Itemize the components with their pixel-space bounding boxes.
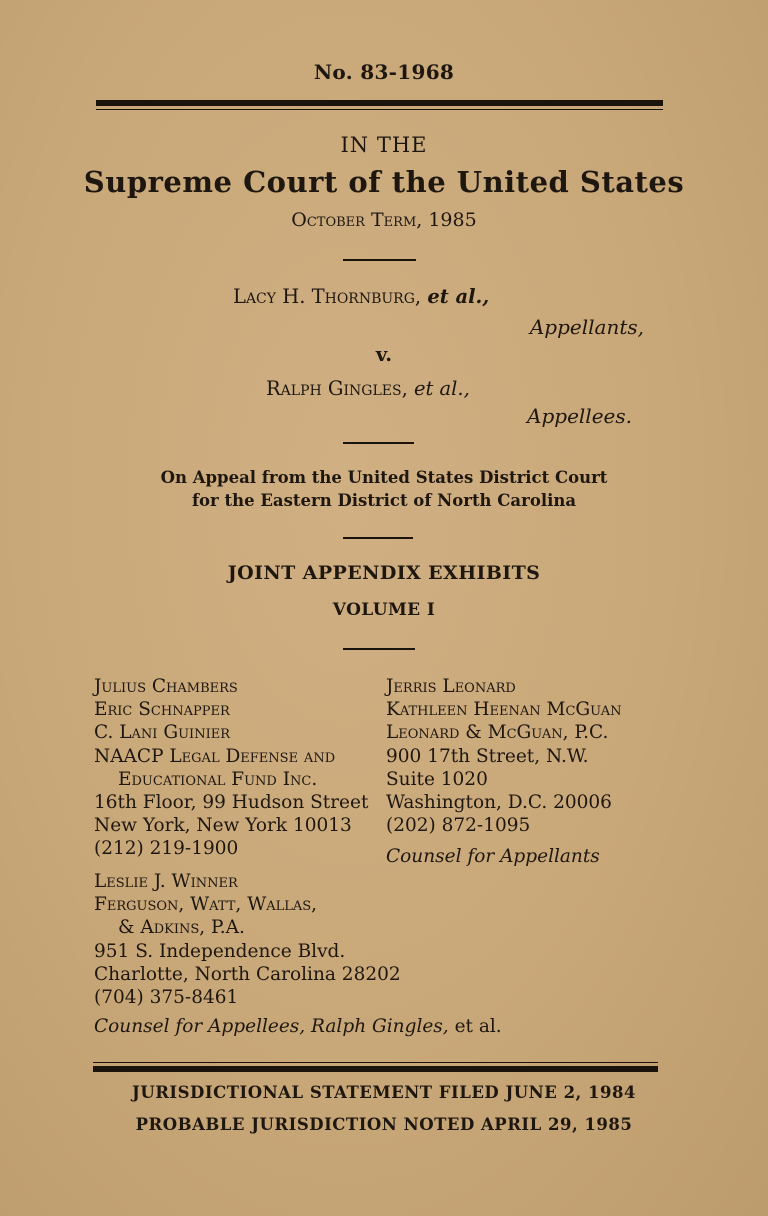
phone-number: (704) 375-8461 xyxy=(94,986,239,1008)
top-thin-rule xyxy=(96,109,663,110)
phone-number: (212) 219-1900 xyxy=(94,838,239,860)
court-name: Supreme Court of the United States xyxy=(83,165,685,199)
divider-2 xyxy=(343,442,414,444)
term: October Term, 1985 xyxy=(291,209,477,231)
appellees-role: Appellees. xyxy=(527,404,632,428)
firm-name: Ferguson, Watt, Wallas, xyxy=(94,894,318,916)
address-line: New York, New York 10013 xyxy=(94,815,352,837)
attorney-name: Kathleen Heenan McGuan xyxy=(386,699,622,721)
counsel-for-appellees xyxy=(94,1016,502,1037)
appellees-counsel-block-2 xyxy=(94,870,401,1009)
appellee-name: Ralph Gingles, xyxy=(266,377,408,400)
appellants-counsel-block xyxy=(386,675,622,837)
appellant-line xyxy=(233,285,489,308)
firm-name: & Adkins, P.A. xyxy=(118,917,245,939)
probable-jurisdiction-noted: PROBABLE JURISDICTION NOTED APRIL 29, 1985 xyxy=(135,1115,633,1134)
appeal-statement xyxy=(0,466,768,512)
attorney-name: C. Lani Guinier xyxy=(94,722,230,744)
in-the-line: IN THE xyxy=(340,133,428,157)
counsel-for-appellees-etal: et al. xyxy=(454,1016,502,1037)
counsel-for-appellees-label: Counsel for Appellees, Ralph Gingles, xyxy=(94,1016,449,1037)
attorney-name: Jerris Leonard xyxy=(386,676,516,697)
bottom-thin-rule xyxy=(93,1062,658,1063)
versus: v. xyxy=(375,343,393,366)
organization-name: NAACP Legal Defense and xyxy=(94,745,336,767)
address-line: Charlotte, North Carolina 28202 xyxy=(94,963,401,985)
top-thick-rule xyxy=(96,100,663,106)
appellee-line xyxy=(266,377,470,400)
appellees-counsel-block-1 xyxy=(94,675,368,861)
attorney-name: Leslie J. Winner xyxy=(94,871,238,892)
appeal-line-1: On Appeal from the United States District Court xyxy=(160,468,608,487)
attorney-name: Eric Schnapper xyxy=(94,699,230,721)
document-title: JOINT APPENDIX EXHIBITS xyxy=(227,562,541,584)
address-line: 900 17th Street, N.W. xyxy=(386,745,589,767)
bottom-thick-rule xyxy=(93,1066,658,1072)
appeal-line-2: for the Eastern District of North Carolina xyxy=(191,491,577,510)
jurisdictional-statement-filed: JURISDICTIONAL STATEMENT FILED JUNE 2, 1984 xyxy=(132,1083,636,1102)
address-line: 951 S. Independence Blvd. xyxy=(94,940,346,962)
appellants-role: Appellants, xyxy=(529,315,644,339)
docket-number: No. 83-1968 xyxy=(313,60,455,84)
address-line: 16th Floor, 99 Hudson Street xyxy=(94,791,369,813)
address-line: Suite 1020 xyxy=(386,768,488,790)
counsel-for-appellants: Counsel for Appellants xyxy=(386,846,600,867)
divider-4 xyxy=(343,648,415,650)
organization-name: Educational Fund Inc. xyxy=(118,768,318,790)
divider-1 xyxy=(343,259,416,261)
appellant-name: Lacy H. Thornburg, xyxy=(233,285,422,308)
divider-3 xyxy=(343,537,413,539)
appellant-etal: et al., xyxy=(427,285,490,308)
appellee-etal: et al., xyxy=(413,377,470,400)
attorney-name: Julius Chambers xyxy=(94,676,238,697)
phone-number: (202) 872-1095 xyxy=(386,815,531,837)
volume-label: VOLUME I xyxy=(332,600,436,620)
address-line: Washington, D.C. 20006 xyxy=(386,791,612,813)
firm-name: Leonard & McGuan, P.C. xyxy=(386,722,609,744)
